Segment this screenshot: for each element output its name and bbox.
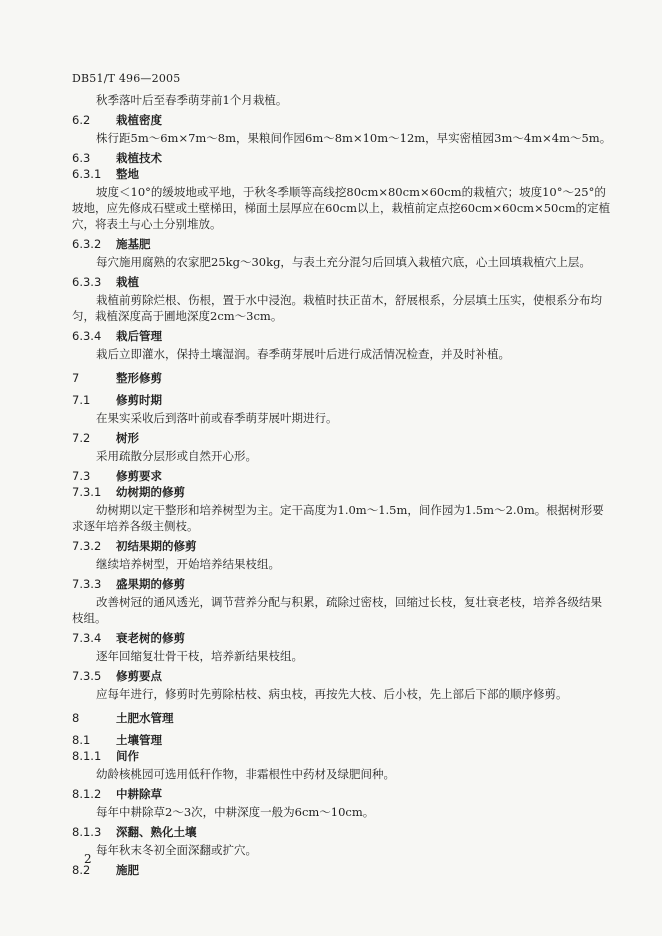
paragraph: 幼龄核桃园可选用低秆作物，非霜根性中药材及绿肥间种。: [96, 767, 395, 781]
section-number: 7.3.2: [72, 539, 102, 553]
section-title: 衰老树的修剪: [116, 631, 185, 645]
section-number: 6.3.1: [72, 167, 102, 181]
chapter-heading: [72, 370, 612, 386]
section-title: 施基肥: [116, 237, 151, 251]
section-number: 7.3: [72, 469, 91, 483]
section-title: 栽植技术: [116, 151, 162, 165]
section-title: 施肥: [116, 863, 139, 877]
section-title: 盛果期的修剪: [116, 577, 185, 591]
section-heading: [72, 668, 612, 684]
section-number: 8.1: [72, 733, 91, 747]
section-number: 7.3.1: [72, 485, 102, 499]
paragraph: 每年秋末冬初全面深翻或扩穴。: [96, 843, 257, 857]
section-title: 中耕除草: [116, 787, 162, 801]
section-number: 7.3.5: [72, 669, 102, 683]
section-heading: [72, 538, 612, 554]
page-number: 2: [84, 852, 92, 866]
section-title: 土壤管理: [116, 733, 162, 747]
section-heading: [72, 484, 612, 500]
section-title: 栽植: [116, 275, 139, 289]
paragraph: 继续培养树型，开始培养结果枝组。: [96, 557, 280, 571]
paragraph: 幼树期以定干整形和培养树型为主。定干高度为1.0m～1.5m，间作园为1.5m～2.0m。根据树形要求逐年培养各级主侧枝。: [72, 503, 604, 533]
section-number: 8.2: [72, 863, 91, 877]
section-heading: [72, 824, 612, 840]
paragraph: 栽后立即灌水，保持土壤湿润。春季萌芽展叶后进行成活情况检查，并及时补植。: [96, 347, 510, 361]
section-number: 6.3: [72, 151, 91, 165]
section-heading: [72, 274, 612, 290]
section-heading: [72, 166, 612, 182]
section-heading: [72, 862, 612, 878]
section-heading: [72, 236, 612, 252]
section-heading: [72, 748, 612, 764]
paragraph: 栽植前剪除烂根、伤根，置于水中浸泡。栽植时扶正苗木，舒展根系，分层填土压实，使根系分布均匀，栽植深度高于圃地深度2cm～3cm。: [72, 293, 602, 323]
chapter-heading: [72, 710, 612, 726]
section-number: 7.3.3: [72, 577, 102, 591]
section-number: 7.2: [72, 431, 91, 445]
section-title: 栽后管理: [116, 329, 162, 343]
section-heading: [72, 328, 612, 344]
section-heading: [72, 392, 612, 408]
section-number: 7: [72, 371, 80, 385]
section-number: 8: [72, 711, 80, 725]
section-title: 整形修剪: [116, 371, 162, 385]
section-title: 整地: [116, 167, 139, 181]
section-number: 8.1.2: [72, 787, 102, 801]
section-title: 间作: [116, 749, 139, 763]
section-heading: [72, 430, 612, 446]
section-title: 修剪要点: [116, 669, 162, 683]
section-heading: [72, 786, 612, 802]
section-title: 土肥水管理: [116, 711, 174, 725]
section-title: 修剪要求: [116, 469, 162, 483]
paragraph: 每年中耕除草2～3次，中耕深度一般为6cm～10cm。: [96, 805, 375, 819]
section-heading: [72, 150, 612, 166]
section-number: 8.1.3: [72, 825, 102, 839]
section-number: 8.1.1: [72, 749, 102, 763]
paragraph: 应每年进行，修剪时先剪除枯枝、病虫枝，再按先大枝、后小枝，先上部后下部的顺序修剪。: [96, 687, 568, 701]
section-heading: [72, 112, 612, 128]
paragraph: 逐年回缩复壮骨干枝，培养新结果枝组。: [96, 649, 303, 663]
section-number: 7.1: [72, 393, 91, 407]
paragraph: 在果实采收后到落叶前或春季萌芽展叶期进行。: [96, 411, 338, 425]
section-title: 初结果期的修剪: [116, 539, 197, 553]
section-title: 栽植密度: [116, 113, 162, 127]
section-number: 6.3.2: [72, 237, 102, 251]
section-title: 树形: [116, 431, 139, 445]
section-number: 6.2: [72, 113, 91, 127]
paragraph: 改善树冠的通风透光，调节营养分配与积累，疏除过密枝，回缩过长枝，复壮衰老枝，培养各级结果枝组。: [72, 595, 602, 625]
section-title: 幼树期的修剪: [116, 485, 185, 499]
paragraph: 坡度＜10°的缓坡地或平地，于秋冬季顺等高线挖80cm×80cm×60cm的栽植穴；坡度10°～25°的坡地，应先修成石壁或土壁梯田，梯面土层厚应在60cm以上，栽植前定点挖60cm×60cm×50cm的定植穴，将表土与心土分别堆放。: [72, 185, 611, 231]
section-number: 6.3.3: [72, 275, 102, 289]
section-number: 6.3.4: [72, 329, 102, 343]
standard-code: DB51/T 496—2005: [72, 72, 181, 85]
section-heading: [72, 732, 612, 748]
section-number: 7.3.4: [72, 631, 102, 645]
document-body: [72, 90, 612, 878]
paragraph: 株行距5m～6m×7m～8m，果粮间作园6m～8m×10m～12m，早实密植园3m～4m×4m～5m。: [96, 131, 612, 145]
paragraph: 秋季落叶后至春季萌芽前1个月栽植。: [96, 93, 288, 107]
section-heading: [72, 576, 612, 592]
paragraph: 每穴施用腐熟的农家肥25kg～30kg，与表土充分混匀后回填入栽植穴底，心土回填栽植穴上层。: [96, 255, 591, 269]
section-heading: [72, 468, 612, 484]
paragraph: 采用疏散分层形或自然开心形。: [96, 449, 257, 463]
section-title: 修剪时期: [116, 393, 162, 407]
section-title: 深翻、熟化土壤: [116, 825, 197, 839]
section-heading: [72, 630, 612, 646]
